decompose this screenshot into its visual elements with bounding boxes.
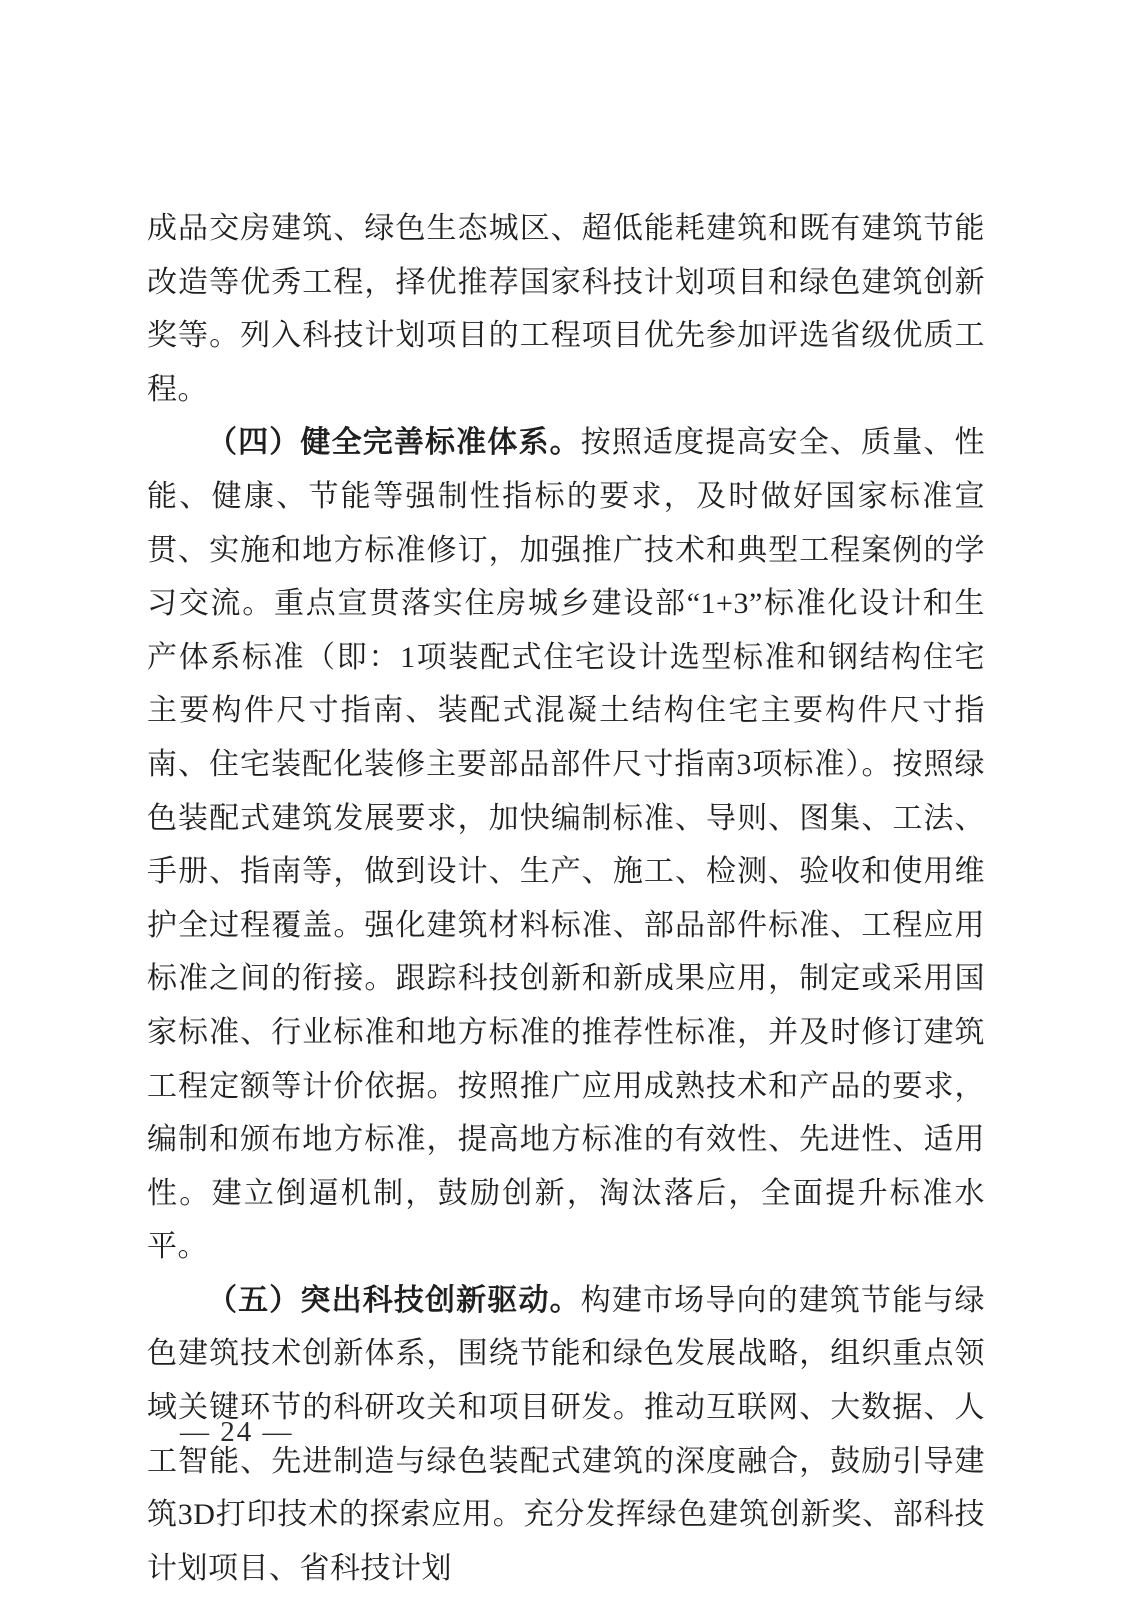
paragraph-text: 成品交房建筑、绿色生态城区、超低能耗建筑和既有建筑节能改造等优秀工程，择优推荐国家科技计划项目和绿色建筑创新奖等。列入科技计划项目的工程项目优先参加评选省级优质工程。 xyxy=(147,212,985,406)
paragraph-text: 构建市场导向的建筑节能与绿色建筑技术创新体系，围绕节能和绿色发展战略，组织重点领域关键环节的科研攻关和项目研发。推动互联网、大数据、人工智能、先进制造与绿色装配式建筑的深度融合，鼓励引导建筑3D打印技术的探索应用。充分发挥绿色建筑创新奖、部科技计划项目、省科技计划 xyxy=(147,1283,985,1585)
body-paragraph xyxy=(147,202,985,416)
paragraph-lead: （五）突出科技创新驱动。 xyxy=(207,1283,581,1317)
paragraph-text: 按照适度提高安全、质量、性能、健康、节能等强制性指标的要求，及时做好国家标准宣贯、实施和地方标准修订，加强推广技术和典型工程案例的学习交流。重点宣贯落实住房城乡建设部“1+3”标准化设计和生产体系标准（即：1项装配式住宅设计选型标准和钢结构住宅主要构件尺寸指南、装配式混凝土结构住宅主要构件尺寸指南、住宅装配化装修主要部品部件尺寸指南3项标准）。按照绿色装配式建筑发展要求，加快编制标准、导则、图集、工法、手册、指南等，做到设计、生产、施工、检测、验收和使用维护全过程覆盖。强化建筑材料标准、部品部件标准、工程应用标准之间的衔接。跟踪科技创新和新成果应用，制定或采用国家标准、行业标准和地方标准的推荐性标准，并及时修订建筑工程定额等计价依据。按照推广应用成熟技术和产品的要求，编制和颁布地方标准，提高地方标准的有效性、先进性、适用性。建立倒逼机制，鼓励创新，淘汰落后，全面提升标准水平。 xyxy=(147,426,985,1264)
paragraph-lead: （四）健全完善标准体系。 xyxy=(207,426,581,460)
document-body xyxy=(147,202,985,1595)
body-paragraph xyxy=(147,416,985,1274)
page-number: — 24 — xyxy=(180,1416,294,1448)
